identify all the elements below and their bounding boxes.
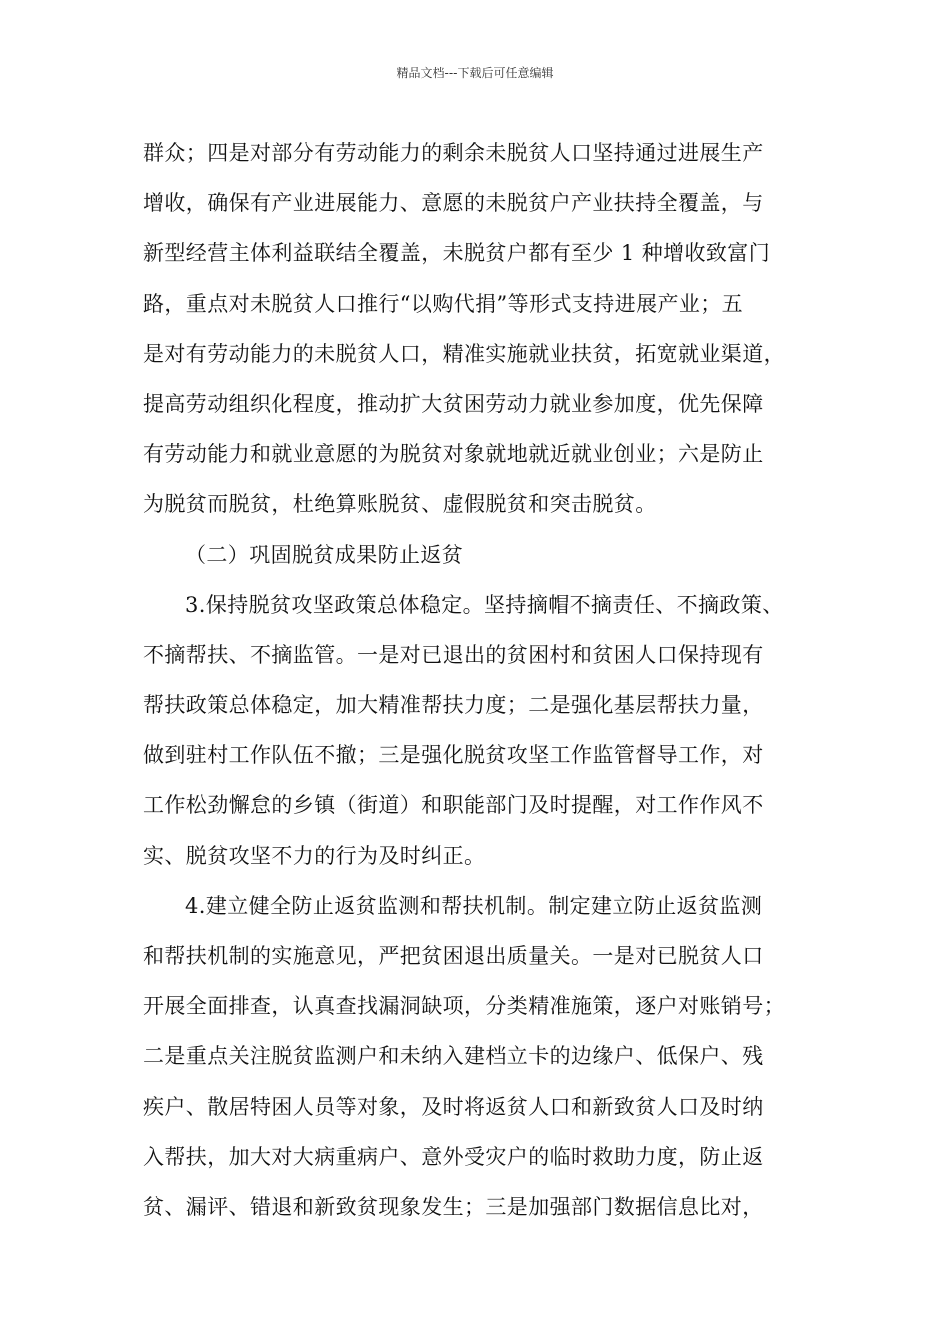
text-line: 和帮扶机制的实施意见，严把贫困退出质量关。一是对已脱贫人口 [143, 944, 764, 968]
text-line: 新型经营主体利益联结全覆盖，未脱贫户都有至少 1 种增收致富门 [143, 241, 771, 266]
text-line: 3.保持脱贫攻坚政策总体稳定。坚持摘帽不摘责任、不摘政策、 [185, 592, 784, 617]
text-line: 工作松劲懈怠的乡镇（街道）和职能部门及时提醒，对工作作风不 [143, 793, 764, 818]
text-line: 不摘帮扶、不摘监管。一是对已退出的贫困村和贫困人口保持现有 [143, 642, 764, 667]
text-line: 群众；四是对部分有劳动能力的剩余未脱贫人口坚持通过进展生产 [143, 141, 764, 165]
text-line: 贫、漏评、错退和新致贫现象发生；三是加强部门数据信息比对， [143, 1194, 764, 1219]
text-line: 帮扶政策总体稳定，加大精准帮扶力度；二是强化基层帮扶力量， [143, 693, 764, 718]
page-header: 精品文档---下载后可任意编辑 [396, 66, 554, 80]
text-line: （二）巩固脱贫成果防止返贫 [185, 542, 464, 567]
text-line: 做到驻村工作队伍不撤；三是强化脱贫攻坚工作监管督导工作，对 [143, 743, 764, 768]
text-line: 提高劳动组织化程度，推动扩大贫困劳动力就业参加度，优先保障 [143, 391, 764, 416]
text-line: 二是重点关注脱贫监测户和未纳入建档立卡的边缘户、低保户、残 [143, 1044, 764, 1069]
text-line: 开展全面排查，认真查找漏洞缺项，分类精准施策，逐户对账销号； [143, 994, 785, 1019]
text-line: 有劳动能力和就业意愿的为脱贫对象就地就近就业创业；六是防止 [143, 442, 764, 467]
text-line: 入帮扶，加大对大病重病户、意外受灾户的临时救助力度，防止返 [143, 1144, 764, 1169]
text-line: 4.建立健全防止返贫监测和帮扶机制。制定建立防止返贫监测 [185, 893, 763, 918]
text-line: 增收，确保有产业进展能力、意愿的未脱贫户产业扶持全覆盖，与 [143, 191, 764, 216]
text-line: 疾户、散居特困人员等对象，及时将返贫人口和新致贫人口及时纳 [143, 1094, 764, 1119]
text-line: 实、脱贫攻坚不力的行为及时纠正。 [143, 843, 486, 868]
document-body [143, 128, 808, 1232]
text-line: 路，重点对未脱贫人口推行“以购代捐”等形式支持进展产业；五 [143, 291, 744, 316]
text-line: 为脱贫而脱贫，杜绝算账脱贫、虚假脱贫和突击脱贫。 [143, 492, 657, 517]
text-line: 是对有劳动能力的未脱贫人口，精准实施就业扶贫，拓宽就业渠道， [143, 341, 785, 366]
